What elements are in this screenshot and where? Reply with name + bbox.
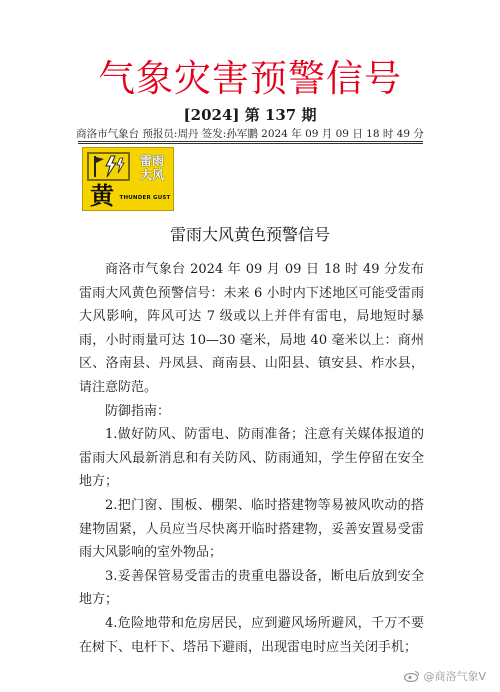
issuer-meta: 商洛市气象台 预报员:周丹 签发:孙军鹏 2024 年 09 月 09 日 18 时 49 分 (76, 128, 424, 140)
paragraph-guide-2: 2.把门窗、围板、棚架、临时搭建物等易被风吹动的搭建物固紧，人员应当尽快离开临时搭建物，妥善安置易受雷雨大风影响的室外物品； (79, 497, 424, 561)
document-title: 雷雨大风黄色预警信号 (169, 225, 330, 244)
headline: 气象灾害预警信号 (98, 57, 402, 100)
watermark-text: @商洛气象V (423, 670, 486, 683)
paragraph-guide-1: 1.做好防风、防雷电、防雨准备；注意有关媒体报道的雷雨大风最新消息和有关防风、防雨通知，学生停留在安全地方； (79, 427, 424, 490)
issue-number: [2024] 第 137 期 (183, 106, 317, 124)
badge-label: 雷雨 大风 (139, 154, 164, 182)
paragraph-guide-heading: 防御指南： (105, 403, 171, 419)
paragraph-guide-4: 4.危险地带和危房居民，应到避风场所避风，千万不要在树下、电杆下、塔吊下避雨，出现雷电时应当关闭手机； (79, 615, 424, 655)
paragraph-intro: 商洛市气象台 2024 年 09 月 09 日 18 时 49 分发布雷雨大风黄色预警信号：未来 6 小时内下述地区可能受雷雨大风影响，阵风可达 7 级或以上并伴有雷电，局地短时暴雨，小时雨量可达 10—30 毫米，局地 40 毫米以上：商州区、洛南县、丹凤县、商南县、山阳县、镇安县、柞水县，请注意防范。 (79, 262, 424, 395)
paragraph-guide-3: 3.妥善保管易受雷击的贵重电器设备，断电后放到安全地方； (79, 568, 424, 608)
badge-grade: 黄 (90, 182, 114, 210)
watermark (404, 668, 486, 684)
header-rule-bottom (78, 143, 423, 144)
document-body (79, 258, 424, 659)
header-rule-top (78, 141, 423, 142)
badge-english: THUNDER GUST (119, 195, 171, 201)
weibo-icon (404, 670, 420, 682)
thunder-gust-icon (87, 152, 130, 181)
warning-badge (82, 147, 174, 211)
